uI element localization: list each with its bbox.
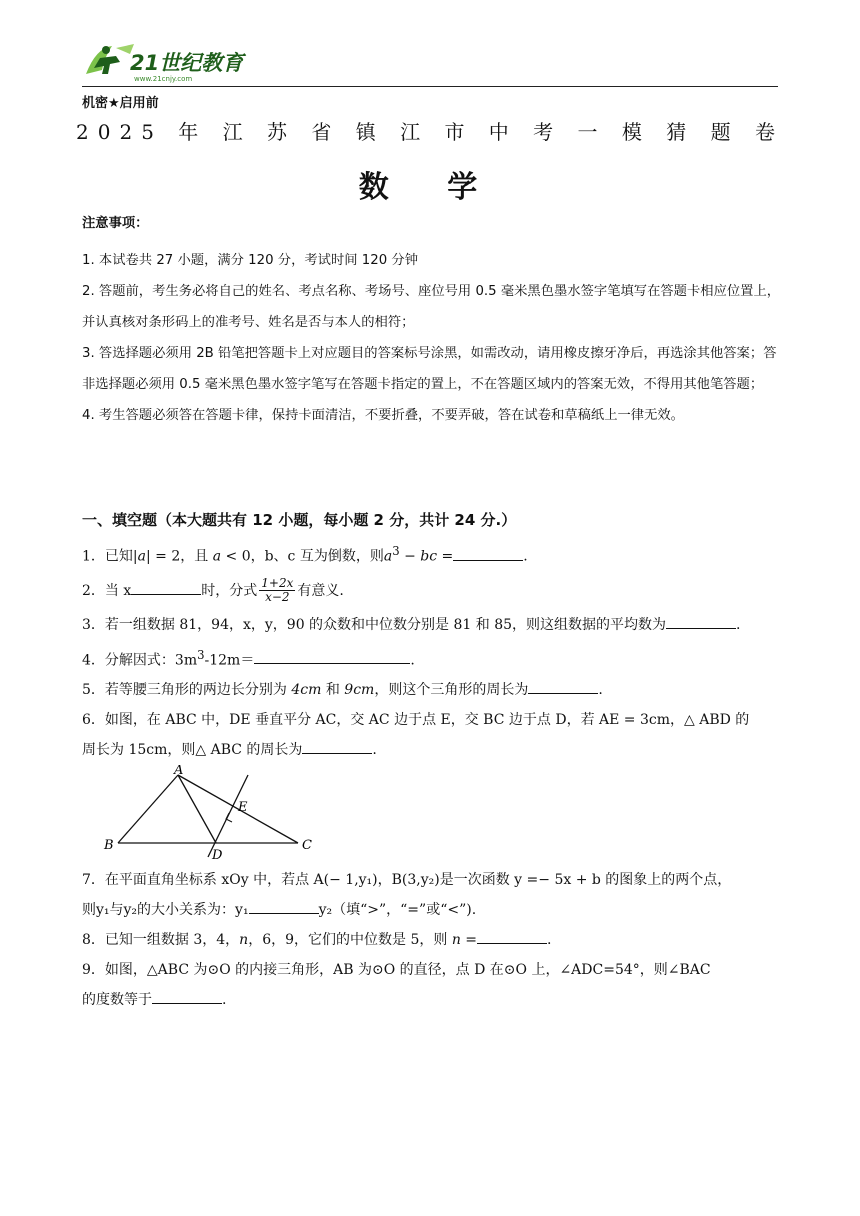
triangle-diagram: [82, 765, 782, 865]
question-4: [82, 640, 782, 676]
notes-section: [82, 212, 782, 431]
answer-blank[interactable]: [453, 546, 523, 561]
vertex-label-e: E: [238, 800, 248, 816]
q1-var: bc: [420, 548, 438, 565]
q7-text: y₂（填“>”，“=”或“<”).: [318, 902, 477, 919]
answer-blank[interactable]: [152, 989, 222, 1004]
question-5: [82, 675, 782, 705]
exam-title: 2025 年 江 苏 省 镇 江 市 中 考 一 模 猜 题 卷: [76, 120, 784, 144]
q9-line: 的度数等于: [82, 992, 152, 1009]
answer-blank[interactable]: [302, 739, 372, 754]
q1-text: < 0，b、c 互为倒数，则: [221, 548, 384, 565]
q6-text: .: [372, 742, 377, 759]
question-8: [82, 925, 782, 955]
question-6: [82, 705, 782, 765]
answer-blank[interactable]: [666, 614, 736, 629]
q1-var: a: [212, 548, 222, 565]
question-2: [82, 576, 782, 606]
notes-title: 注意事项：: [82, 216, 149, 231]
q3-text: .: [736, 616, 741, 633]
q4-text: -12m＝: [204, 652, 255, 669]
fraction: [259, 577, 295, 604]
answer-blank[interactable]: [254, 649, 410, 664]
question-list: [82, 536, 782, 1015]
question-1: [82, 536, 782, 572]
fraction-numerator: 1+2x: [261, 576, 294, 591]
q4-text: 4．分解因式：3m: [82, 652, 198, 669]
vertex-label-c: C: [302, 838, 312, 854]
q1-var: a: [137, 548, 146, 565]
q5-text: .: [598, 682, 603, 699]
q5-text: 和: [321, 682, 345, 699]
q2-text: 2．当 x: [82, 582, 132, 599]
q8-text: .: [547, 932, 552, 949]
answer-blank[interactable]: [131, 580, 201, 595]
q1-text: =: [437, 548, 454, 565]
q2-text: 时，分式: [201, 582, 258, 599]
q1-text: | = 2，且: [145, 548, 213, 565]
q1-exponent: 3: [392, 544, 400, 558]
question-7: [82, 865, 782, 925]
q8-text: ，6，9，它们的中位数是 5，则: [248, 932, 452, 949]
q7-line: 7．在平面直角坐标系 xOy 中，若点 A(− 1,y₁)，B(3,y₂)是一次函数 y =− 5x + b 的图象上的两个点，: [82, 872, 732, 889]
subject-title: 数 学: [358, 170, 502, 205]
answer-blank[interactable]: [249, 899, 319, 914]
logo-url: www.21cnjy.com: [134, 75, 193, 83]
q1-var: a: [383, 548, 393, 565]
q4-exponent: 3: [197, 647, 205, 662]
vertex-label-a: A: [174, 765, 184, 779]
question-3: [82, 610, 782, 640]
q5-text: 5．若等腰三角形的两边长分别为: [82, 682, 292, 699]
question-9: [82, 955, 782, 1015]
q7-line: 则y₁与y₂的大小关系为：y₁: [82, 902, 249, 919]
q1-text: 1．已知|: [82, 548, 138, 565]
q6-line: 6．如图，在 ABC 中，DE 垂直平分 AC，交 AC 边于点 E，交 BC 边于点 D，若 AE = 3cm，△ ABD 的: [82, 712, 750, 729]
q1-text: .: [523, 548, 528, 565]
q6-line: 周长为 15cm，则△ ABC 的周长为: [82, 742, 303, 759]
q8-text: =: [460, 932, 478, 949]
note-item: 4. 考生答题必须答在答题卡律，保持卡面清洁，不要折叠，不要弄破，答在试卷和草稿纸上一律无效。: [82, 408, 684, 423]
note-item: 3. 答选择题必须用 2B 铅笔把答题卡上对应题目的答案标号涂黑，如需改动，请用橡皮擦牙净后，再选涂其他答案；答非选择题必须用 0.5 毫米黑色墨水签字笔写在答题卡指定的置上，不在答题区域内的答案无效，不得用其他笔答题；: [82, 346, 777, 392]
vertex-label-d: D: [212, 848, 223, 864]
answer-blank[interactable]: [477, 929, 547, 944]
confidential-label: 机密★启用前: [82, 96, 159, 111]
q9-line: 9．如图，△ABC 为⊙O 的内接三角形，AB 为⊙O 的直径，点 D 在⊙O 上，∠ADC=54°，则∠BAC: [82, 962, 711, 979]
q8-var: n: [451, 932, 461, 949]
q8-var: n: [239, 932, 249, 949]
answer-blank[interactable]: [528, 679, 598, 694]
q4-text: .: [410, 652, 415, 669]
logo-text: 21世纪教育: [130, 51, 244, 75]
vertex-label-b: B: [104, 838, 114, 854]
q5-value: 9cm: [344, 682, 375, 699]
q1-text: −: [399, 548, 421, 565]
note-item: 2. 答题前，考生务必将自己的姓名、考点名称、考场号、座位号用 0.5 毫米黑色墨水签字笔填写在答题卡相应位置上，并认真核对条形码上的准考号、姓名是否与本人的相符；: [82, 284, 781, 330]
header-divider: [82, 86, 778, 87]
q5-text: ，则这个三角形的周长为: [374, 682, 529, 699]
brand-logo: [82, 40, 282, 84]
fraction-denominator: x−2: [265, 590, 290, 605]
q5-value: 4cm: [291, 682, 322, 699]
section-title: 一、填空题（本大题共有 12 小题，每小题 2 分，共计 24 分.）: [82, 511, 517, 529]
q3-text: 3．若一组数据 81，94，x，y，90 的众数和中位数分别是 81 和 85，则这组数据的平均数为: [82, 616, 667, 633]
note-item: 1. 本试卷共 27 小题，满分 120 分，考试时间 120 分钟: [82, 253, 418, 268]
q8-text: 8．已知一组数据 3，4，: [82, 932, 240, 949]
q2-text: 有意义.: [297, 582, 344, 599]
q9-text: .: [222, 992, 227, 1009]
